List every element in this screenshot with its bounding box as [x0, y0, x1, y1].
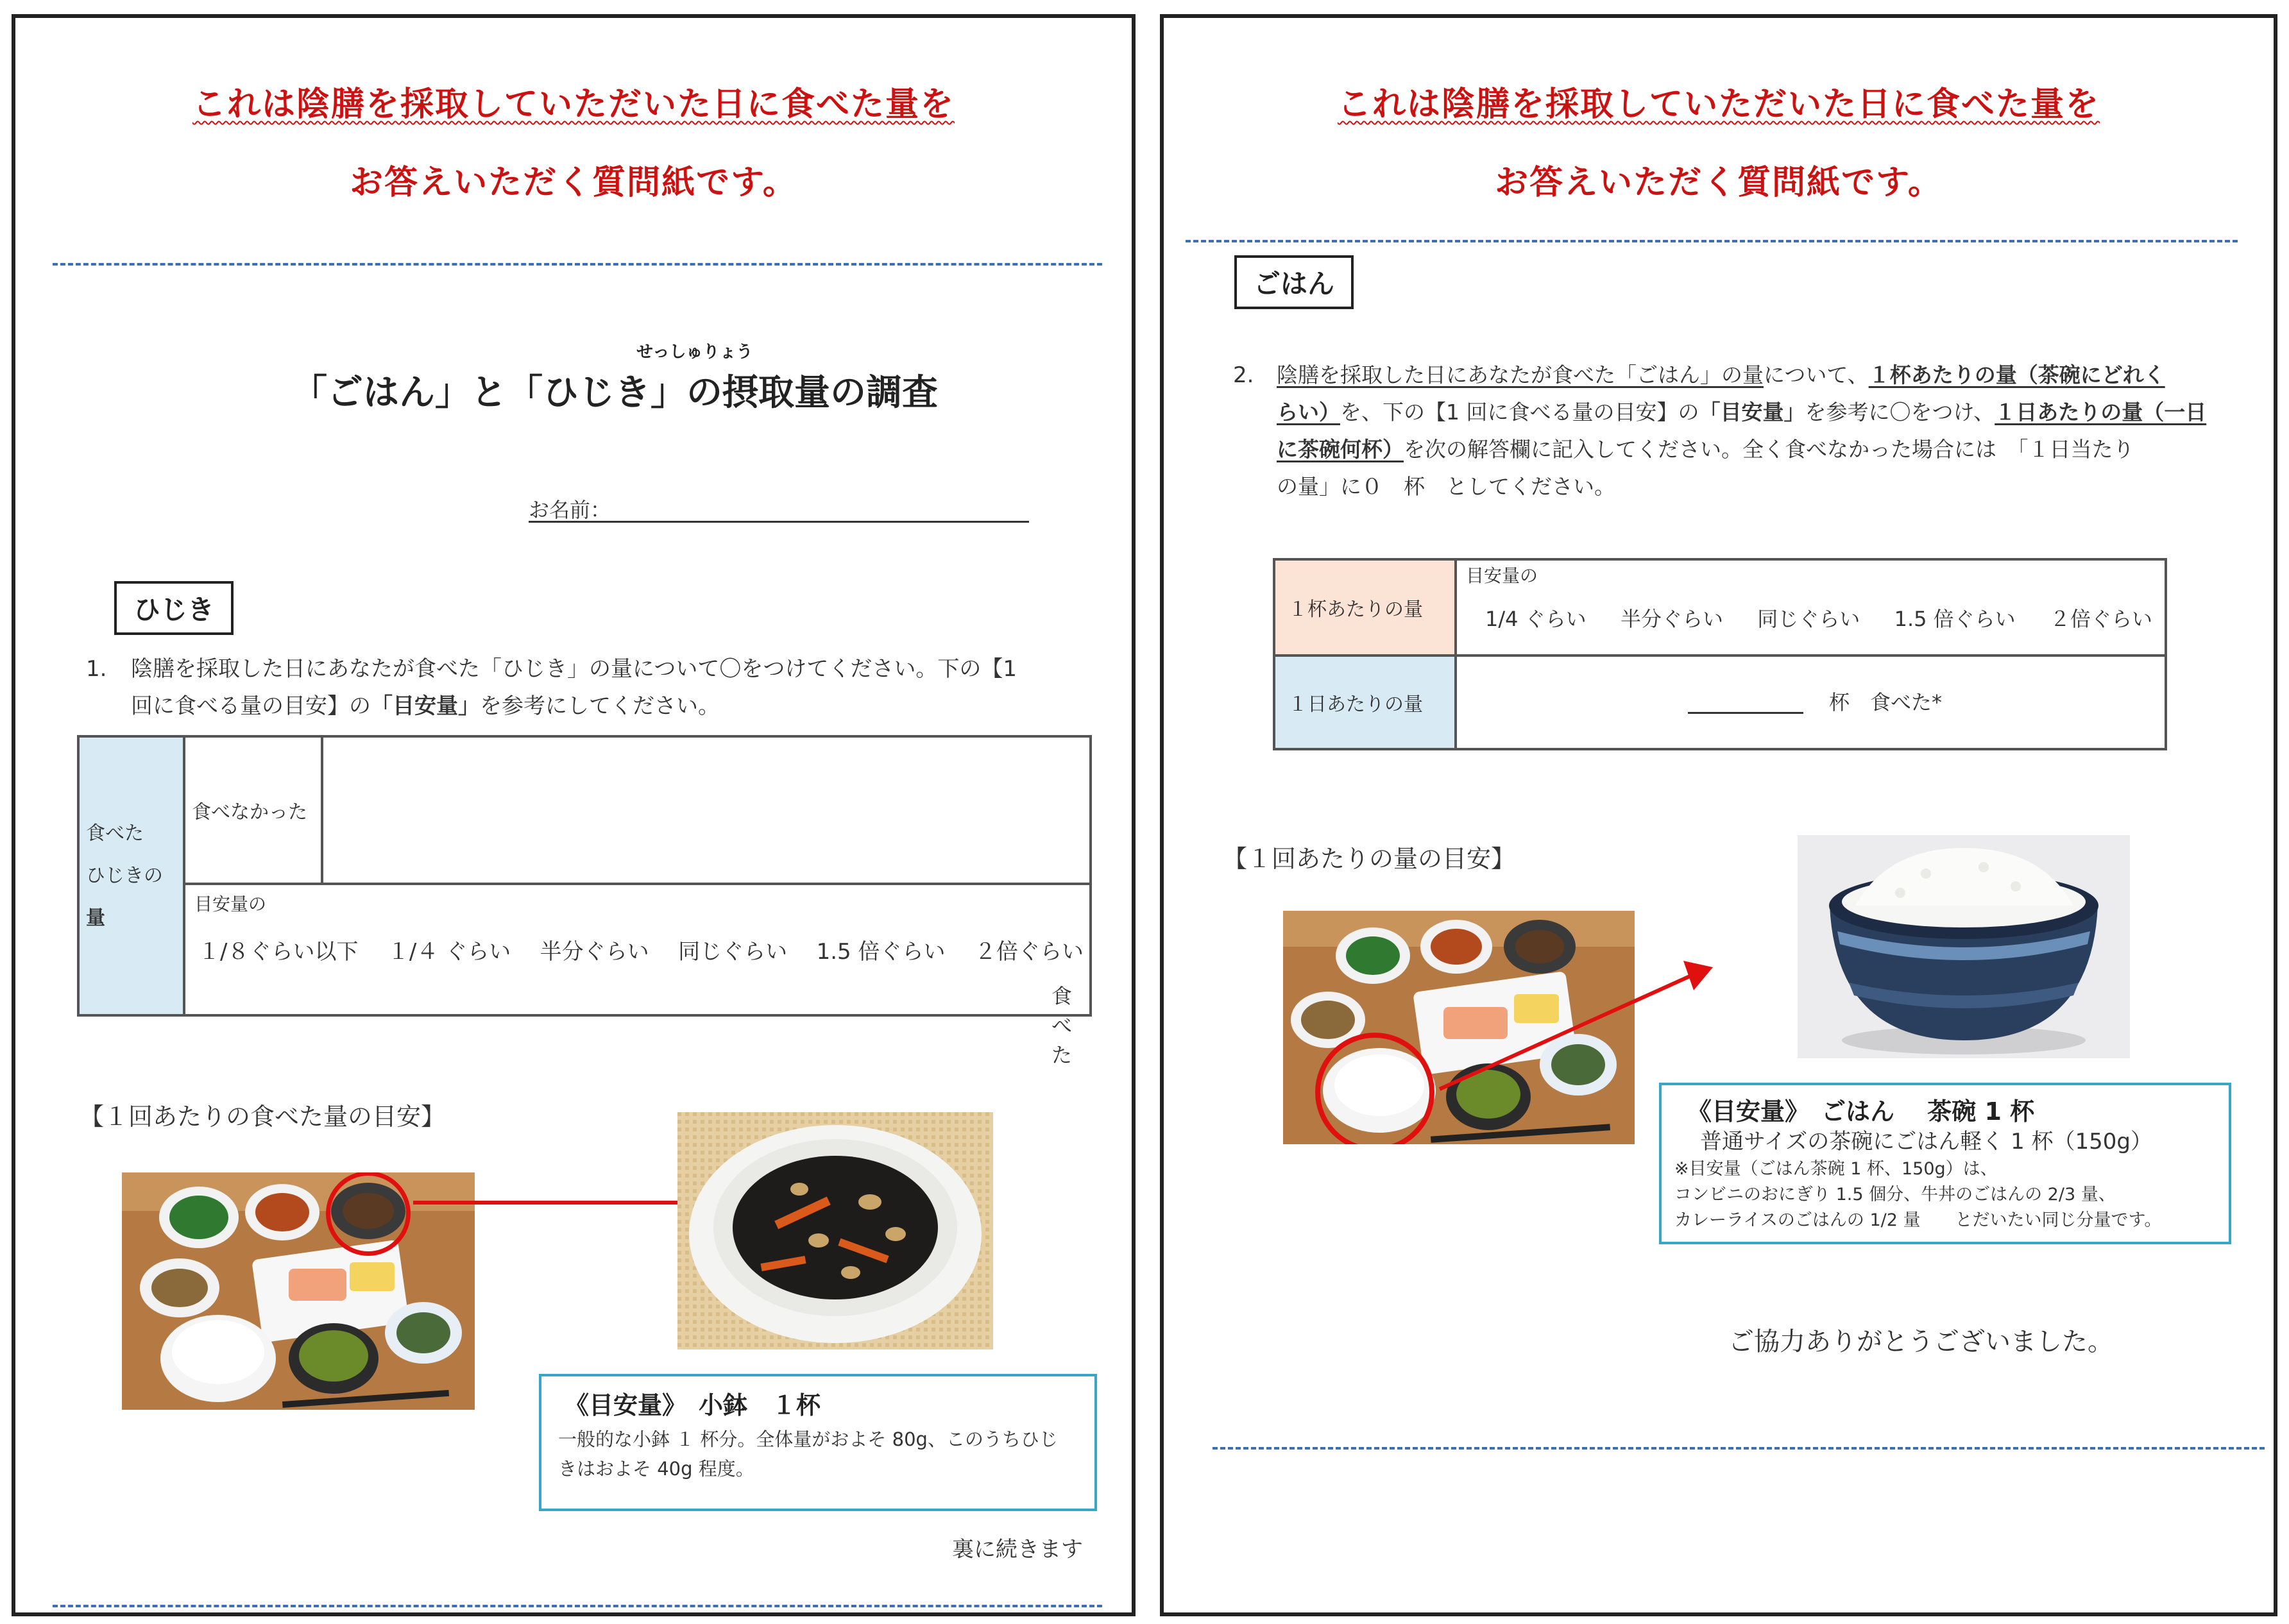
- gohan-info-line-2: ※目安量（ごはん茶碗 1 杯、150g）は、: [1674, 1159, 1998, 1179]
- gohan-info-title: 《目安量》 ごはん 茶碗 1 杯: [1687, 1097, 2035, 1126]
- right-page: [1160, 14, 2277, 1616]
- dashed-divider-bottom-right: [1213, 1447, 2265, 1450]
- header-line-1: これは陰膳を採取していただいた日に食べた量を: [192, 85, 955, 124]
- question-2-number: 2.: [1233, 362, 1254, 388]
- arrow-icon-right: [1433, 954, 1715, 1102]
- name-input-line[interactable]: [529, 521, 1029, 523]
- dashed-divider: [53, 263, 1102, 266]
- rice-bowl-photo: [1798, 835, 2130, 1058]
- hijiki-info-line-1: 一般的な小鉢 １ 杯分。全体量がおよそ 80g、このうちひじ: [558, 1428, 1058, 1450]
- hijiki-info-box: [539, 1374, 1097, 1511]
- bowl-option-1-5x[interactable]: 1.5 倍ぐらい: [1894, 607, 2016, 631]
- amount-sublabel: 目安量の: [194, 893, 267, 915]
- survey-title: 「ごはん」と「ひじき」の摂取量の調査: [291, 372, 938, 414]
- header-line-2: お答えいただく質問紙です。: [350, 164, 797, 202]
- option-2x[interactable]: ２倍ぐらい: [974, 939, 1084, 965]
- hijiki-photo: [677, 1112, 993, 1349]
- dashed-divider-right: [1186, 240, 2238, 242]
- question-1-number: 1.: [86, 656, 107, 682]
- highlight-circle-right: [1315, 1033, 1434, 1144]
- option-same[interactable]: 同じぐらい: [678, 939, 788, 965]
- not-eaten-label: 食べなかった: [184, 736, 322, 884]
- dashed-divider-bottom: [53, 1605, 1102, 1607]
- option-1-4[interactable]: １/４ ぐらい: [387, 939, 511, 965]
- bowl-option-same[interactable]: 同じぐらい: [1757, 607, 1860, 631]
- gohan-caption: 【１回あたりの量の目安】: [1223, 845, 1516, 873]
- per-bowl-sublabel: 目安量の: [1466, 565, 1538, 586]
- option-half[interactable]: 半分ぐらい: [540, 939, 649, 965]
- bowl-option-1-4[interactable]: 1/4 ぐらい: [1485, 607, 1587, 631]
- per-day-input-line[interactable]: [1688, 712, 1803, 714]
- header-line-1-right: これは陰膳を採取していただいた日に食べた量を: [1337, 85, 2100, 124]
- name-label: お名前：: [529, 498, 611, 522]
- hijiki-caption: 【１回あたりの食べた量の目安】: [80, 1103, 446, 1131]
- arrow-icon: [400, 1180, 721, 1225]
- hijiki-info-title: 《目安量》 小鉢 １杯: [565, 1391, 821, 1419]
- hijiki-amount-options: [184, 884, 1091, 1067]
- left-page: [12, 14, 1136, 1616]
- hijiki-info-line-2: きはおよそ 40g 程度。: [558, 1458, 754, 1480]
- per-bowl-label: １杯あたりの量: [1274, 559, 1456, 656]
- per-day-label: １日あたりの量: [1274, 656, 1456, 749]
- not-eaten-cell[interactable]: [322, 736, 1091, 884]
- gohan-answer-table: [1273, 558, 2167, 750]
- hijiki-row-header: 食べた ひじきの 量: [78, 736, 184, 1015]
- gohan-info-line-4: カレーライスのごはんの 1/2 量 とだいたい同じ分量です。: [1674, 1210, 2162, 1230]
- title-ruby: せっしゅりょう: [636, 343, 753, 362]
- per-bowl-options: [1456, 559, 2166, 656]
- question-1-text: 陰膳を採取した日にあなたが食べた「ひじき」の量について〇をつけてください。下の【1 回に食べる量の目安】の「目安量」を参考にしてください。: [131, 656, 1017, 719]
- gohan-info-box: [1659, 1083, 2231, 1244]
- gohan-info-line-3: コンビニのおにぎり 1.5 個分、牛丼のごはんの 2/3 量、: [1674, 1185, 2116, 1205]
- header-line-2-right: お答えいただく質問紙です。: [1495, 164, 1943, 202]
- per-day-answer: [1456, 656, 2166, 749]
- bowl-option-2x[interactable]: ２倍ぐらい: [2049, 607, 2152, 631]
- highlight-circle: [326, 1172, 411, 1256]
- bowl-option-half[interactable]: 半分ぐらい: [1620, 607, 1723, 631]
- question-2-text: 陰膳を採取した日にあなたが食べた「ごはん」の量について、１杯あたりの量（茶碗にどれく らい）を、下の【1 回に食べる量の目安】の「目安量」を参考に〇をつけ、１日あたりの量（一日 に茶碗何杯）を次の解答欄に記入してください。全く食べなかった場合には 「１日当たり の量」に０ 杯 としてください。: [1277, 362, 2207, 499]
- gohan-info-line-1: 普通サイズの茶碗にごはん軽く 1 杯（150g）: [1700, 1129, 2153, 1155]
- per-day-unit: 杯 食べた*: [1829, 690, 1943, 715]
- option-1-8[interactable]: １/８ぐらい以下: [198, 939, 359, 965]
- option-1-5x[interactable]: 1.5 倍ぐらい: [816, 939, 946, 965]
- ate-label: 食べた: [1051, 984, 1073, 1067]
- thanks-note: ご協力ありがとうございました。: [1728, 1327, 2113, 1357]
- section-label-gohan: ごはん: [1234, 255, 1354, 309]
- section-label-hijiki: ひじき: [114, 581, 234, 635]
- hijiki-answer-table: [77, 735, 1092, 1067]
- continued-note: 裏に続きます: [952, 1537, 1083, 1562]
